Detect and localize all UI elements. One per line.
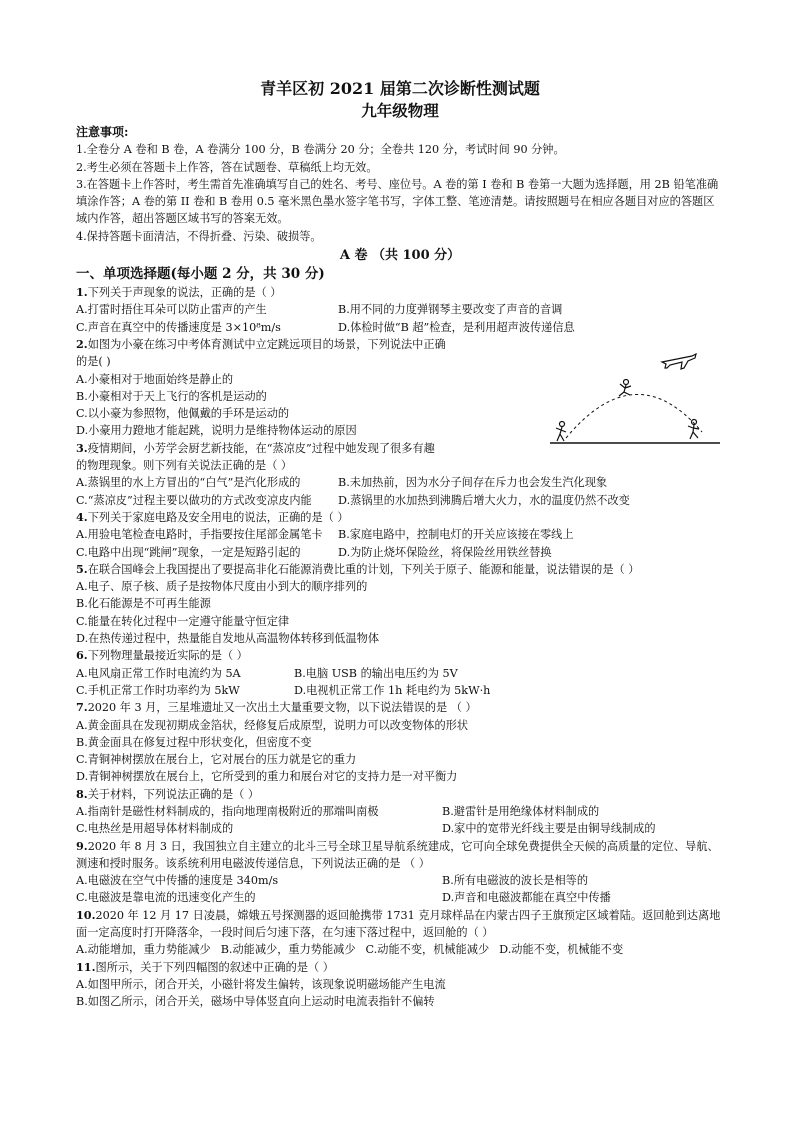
section-a-heading: A 卷 （共 100 分） [339,248,461,264]
question-5-stem: 5.在联合国峰会上我国提出了要提高非化石能源消费比重的计划，下列关于原子、能源和能量，说法错误的是（ ） [76,561,640,576]
question-1-stem: 1.下列关于声现象的说法，正确的是（ ） [76,285,282,300]
option-a: A.小豪相对于地面始终是静止的 [76,372,234,386]
notice-item: 4.保持答题卡面清洁，不得折叠、污染、破损等。 [76,229,322,243]
option-c: C.电热丝是用超导体材料制成的 [76,822,234,836]
exam-subtitle: 九年级物理 [361,101,439,120]
airplane-icon [662,354,696,369]
question-8-options-ab [76,803,724,820]
option-a: A.电子、原子核、质子是按物体尺度由小到大的顺序排列的 [76,580,368,594]
jump-arc [566,394,702,438]
question-4-options-cd [76,544,724,561]
option-c: C.手机正常工作时功率约为 5kW [76,683,240,697]
option-a: A.动能增加，重力势能减少 [76,943,211,957]
option-d: D.小豪用力蹬地才能起跳，说明力是维持物体运动的原因 [76,424,357,438]
option-b: B.小豪相对于天上飞行的客机是运动的 [76,389,267,403]
option-d: D.动能不变，机械能不变 [499,943,624,957]
option-a: A.如图甲所示，闭合开关，小磁针将发生偏转，该现象说明磁场能产生电流 [76,977,446,991]
exam-title: 青羊区初 2021 届第二次诊断性测试题 [260,79,540,98]
question-1-options-cd [76,319,724,336]
question-2-stem: 2.如图为小豪在练习中考体育测试中立定跳远项目的场景，下列说法中正确 [76,336,446,351]
question-7-stem: 7.2020 年 3 月，三星堆遗址又一次出土大量重要文物，以下说法错误的是 （ ） [76,700,477,715]
notice-item: 2.考生必须在答题卡上作答，答在试题卷、草稿纸上均无效。 [76,160,378,174]
option-b: B.用不同的力度弹钢琴主要改变了声音的音调 [338,303,563,317]
question-6-stem: 6.下列物理量最接近实际的是（ ） [76,648,248,663]
jumping-figure-icon [556,422,566,442]
option-c: C.电磁波是靠电流的迅速变化产生的 [76,891,256,905]
option-a: A.指南针是磁性材料制成的，指向地理南极附近的那端叫南极 [76,804,379,818]
question-9-stem: 9.2020 年 8 月 3 日，我国独立自主建立的北斗三号全球卫星导航系统建成，它可向全球免费提供全天候的高质量的定位、导航、测速和授时服务。该系统利用电磁波传递信息，下列说法正确的是 （ ） [76,838,719,870]
option-a: A.电磁波在空气中传播的速度是 340m/s [76,874,279,888]
question-8-options-cd [76,820,724,837]
notice-heading: 注意事项: [76,125,129,139]
option-a: A.打雷时捂住耳朵可以防止雷声的产生 [76,303,267,317]
exam-page [76,78,724,1011]
question-9-options-ab [76,872,724,889]
option-d: D.在热传递过程中，热量能自发地从高温物体转移到低温物体 [76,632,380,646]
option-d: D.电视机正常工作 1h 耗电约为 5kW·h [294,683,491,697]
option-c: C.青铜神树摆放在展台上，它对展台的压力就是它的重力 [76,753,357,767]
question-4-stem: 4.下列关于家庭电路及安全用电的说法，正确的是（ ） [76,509,349,524]
option-b: B.黄金面具在修复过程中形状变化，但密度不变 [76,735,312,749]
option-c: C.电路中出现“跳闸”现象，一定是短路引起的 [76,545,301,559]
option-b: B.避雷针是用绝缘体材料制成的 [442,804,600,818]
option-c: C.能量在转化过程中一定遵守能量守恒定律 [76,614,290,628]
question-11-stem: 11.图所示，关于下列四幅图的叙述中正确的是（ ） [76,959,334,974]
option-c: C.声音在真空中的传播速度是 3×10⁸m/s [76,320,281,334]
option-d: D.为防止烧坏保险丝，将保险丝用铁丝替换 [338,545,552,559]
option-d: D.体检时做“B 超”检查，是利用超声波传递信息 [338,320,575,334]
option-b: B.家庭电路中，控制电灯的开关应该接在零线上 [338,528,574,542]
notice-item: 1.全卷分 A 卷和 B 卷，A 卷满分 100 分，B 卷满分 20 分；全卷共 120 分，考试时间 90 分钟。 [76,143,565,157]
option-c: C.以小豪为参照物，他佩戴的手环是运动的 [76,407,290,421]
option-b: B.动能减少，重力势能减少 [220,943,356,957]
question-10-options [76,941,724,958]
question-1-options-ab [76,301,724,318]
option-d: D.蒸锅里的水加热到沸腾后增大火力，水的温度仍然不改变 [338,493,630,507]
notice-item: 3.在答题卡上作答时，考生需首先准确填写自己的姓名、考号、座位号。A 卷的第 I 卷和 B 卷第一大题为选择题，用 2B 铅笔准确填涂作答；A 卷的第 II 卷和 B 卷用 0.5 毫米黑色墨水签字笔书写，字体工整、笔迹清楚。请按照题号在相应各题目对应的答题区域内作答，超出答题区域书写的答案无效。 [76,177,719,226]
option-c: C.“蒸凉皮”过程主要以做功的方式改变凉皮内能 [76,493,312,507]
option-b: B.化石能源是不可再生能源 [76,597,211,611]
jumping-figure-icon [619,380,631,397]
option-d: D.家中的宽带光纤线主要是由铜导线制成的 [442,822,656,836]
question-10-stem: 10.2020 年 12 月 17 日凌晨，嫦娥五号探测器的返回舱携带 1731 克月球样品在内蒙古四子王旗预定区域着陆。返回舱到达离地面一定高度时打开降落伞，一段时间后匀速下落，在匀速下落过程中，返回舱的（ ） [76,907,721,940]
question-6-options-cd [76,682,724,699]
option-b: B.电脑 USB 的输出电压约为 5V [294,666,458,680]
question-3-stem-cont: 的物理现象。则下列有关说法正确的是（ ） [76,459,293,473]
question-8-stem: 8.关于材料，下列说法正确的是（ ） [76,786,260,801]
option-a: A.用验电笔检查电路时，手指要按住尾部金属笔卡 [76,528,323,542]
option-c: C.动能不变，机械能减少 [365,943,490,957]
option-b: B.未加热前，因为水分子间存在斥力也会发生汽化现象 [338,476,608,490]
long-jump-figure [544,346,724,456]
option-d: D.青铜神树摆放在展台上，它所受到的重力和展台对它的支持力是一对平衡力 [76,770,458,784]
option-a: A.蒸锅里的水上方冒出的“白气”是汽化形成的 [76,476,301,490]
option-b: B.如图乙所示，闭合开关，磁场中导体竖直向上运动时电流表指针不偏转 [76,995,435,1009]
question-9-options-cd [76,889,724,906]
question-4-options-ab [76,526,724,543]
question-2-stem-cont: 的是( ) [76,355,111,369]
option-d: D.声音和电磁波都能在真空中传播 [442,891,611,905]
question-3-options-ab [76,474,724,491]
question-3-stem: 3.疫情期间，小芳学会厨艺新技能，在“蒸凉皮”过程中她发现了很多有趣 [76,440,435,455]
part1-heading: 一、单项选择题(每小题 2 分，共 30 分) [76,266,325,283]
question-3-options-cd [76,492,724,509]
option-a: A.电风扇正常工作时电流约为 5A [76,666,241,680]
question-6-options-ab [76,665,724,682]
option-a: A.黄金面具在发现初期成金箔状，经修复后成原型，说明力可以改变物体的形状 [76,718,469,732]
option-b: B.所有电磁波的波长是相等的 [442,874,589,888]
